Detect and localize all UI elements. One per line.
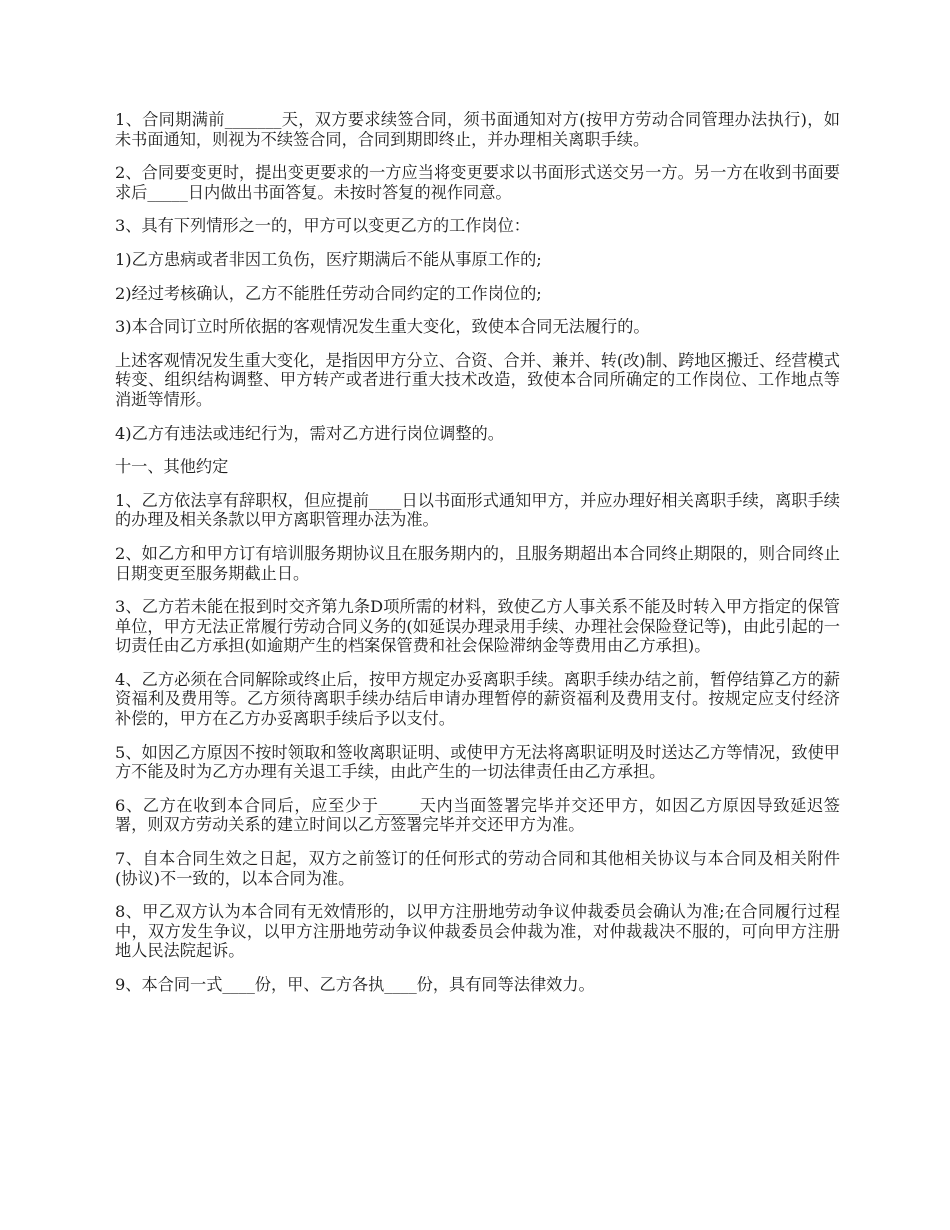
clause-signing-deadline: 6、乙方在收到本合同后，应至少于_____天内当面签署完毕并交还甲方，如因乙方原因导致延迟签署，则双方劳动关系的建立时间以乙方签署完毕并交还甲方为准。 [115, 795, 840, 835]
clause-copies: 9、本合同一式____份，甲、乙方各执____份，具有同等法律效力。 [115, 975, 595, 994]
clause-dispute-resolution: 8、甲乙双方认为本合同有无效情形的，以甲方注册地劳动争议仲裁委员会确认为准;在合同履行过程中，双方发生争议，以甲方注册地劳动争议仲裁委员会仲裁为准，对仲裁裁决不服的，可向甲方注册地人民法院起诉。 [115, 902, 840, 961]
clause-separation-certificate: 5、如因乙方原因不按时领取和签收离职证明、或使甲方无法将离职证明及时送达乙方等情况，致使甲方不能及时为乙方办理有关退工手续，由此产生的一切法律责任由乙方承担。 [115, 742, 840, 782]
list-item-objective-change: 3)本合同订立时所依据的客观情况发生重大变化，致使本合同无法履行的。 [115, 317, 650, 337]
clause-training-service-period: 2、如乙方和甲方订有培训服务期协议且在服务期内的，且服务期超出本合同终止期限的，则合同终止日期变更至服务期截止日。 [115, 543, 840, 583]
clause-renewal-notice: 1、合同期满前_______天，双方要求续签合同，须书面通知对方(按甲方劳动合同管理办法执行)，如未书面通知，则视为不续签合同，合同到期即终止，并办理相关离职手续。 [115, 110, 840, 149]
clause-resignation: 1、乙方依法享有辞职权，但应提前____日以书面形式通知甲方，并应办理好相关离职手续，离职手续的办理及相关条款以甲方离职管理办法为准。 [115, 490, 840, 530]
list-item-violation: 4)乙方有违法或违纪行为，需对乙方进行岗位调整的。 [115, 423, 504, 443]
objective-change-explanation: 上述客观情况发生重大变化，是指因甲方分立、合资、合并、兼并、转(改)制、跨地区搬迁、经营模式转变、组织结构调整、甲方转产或者进行重大技术改造，致使本合同所确定的工作岗位、工作地点等消逝等情形。 [115, 350, 840, 409]
list-item-illness: 1)乙方患病或者非因工负伤，医疗期满后不能从事原工作的; [115, 249, 542, 269]
clause-precedence: 7、自本合同生效之日起，双方之前签订的任何形式的劳动合同和其他相关协议与本合同及相关附件(协议)不一致的，以本合同为准。 [115, 849, 840, 888]
list-item-assessment: 2)经过考核确认，乙方不能胜任劳动合同约定的工作岗位的; [115, 283, 542, 303]
document-body [115, 110, 840, 1009]
clause-contract-change: 2、合同要变更时，提出变更要求的一方应当将变更要求以书面形式送交另一方。另一方在收到书面要求后_____日内做出书面答复。未按时答复的视作同意。 [115, 163, 840, 202]
clause-separation-procedures: 4、乙方必须在合同解除或终止后，按甲方规定办妥离职手续。离职手续办结之前，暂停结算乙方的薪资福利及费用等。乙方须待离职手续办结后申请办理暂停的薪资福利及费用支付。按规定应支付经济补偿的，甲方在乙方办妥离职手续后予以支付。 [115, 669, 840, 729]
clause-position-change-intro: 3、具有下列情形之一的，甲方可以变更乙方的工作岗位： [115, 216, 530, 236]
section-heading-other-agreements: 十一、其他约定 [115, 457, 229, 477]
clause-materials: 3、乙方若未能在报到时交齐第九条D项所需的材料，致使乙方人事关系不能及时转入甲方指定的保管单位，甲方无法正常履行劳动合同义务的(如延误办理录用手续、办理社会保险登记等)，由此引起的一切责任由乙方承担(如逾期产生的档案保管费和社会保险滞纳金等费用由乙方承担)。 [115, 597, 840, 656]
